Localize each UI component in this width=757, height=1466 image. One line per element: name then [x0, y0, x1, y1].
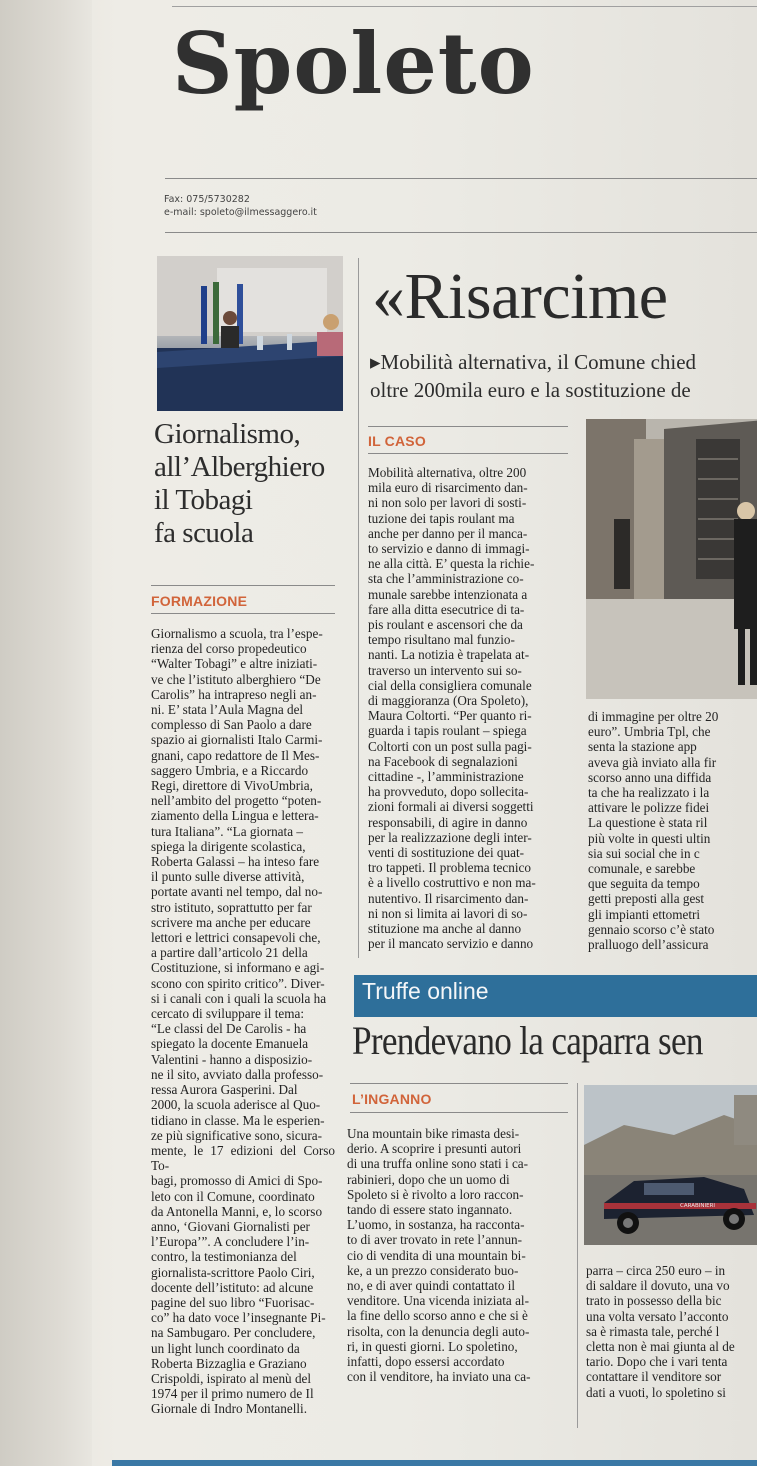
top-rule: [172, 6, 757, 7]
main-article-continuation: [588, 709, 757, 952]
body-line: Maura Coltorti. “Per quanto ri-: [368, 708, 532, 724]
truffe-article-continuation: [586, 1263, 757, 1400]
body-line: sia sui social che in c: [588, 845, 700, 861]
body-line: attivare le polizze fidei: [588, 800, 710, 816]
body-line: a partire dall’articolo 21 della: [151, 945, 308, 961]
body-line: il punto sulle diverse attività,: [151, 869, 305, 885]
body-line: Coltorti con un post sulla pagi-: [368, 738, 532, 754]
page-fold-shadow: [0, 0, 92, 1466]
carabinieri-car-photo: [584, 1085, 757, 1245]
body-line: 1974 per il primo numero de Il: [151, 1386, 314, 1402]
body-line: Una mountain bike rimasta desi-: [347, 1126, 520, 1141]
email-line: e-mail: spoleto@ilmessaggero.it: [164, 207, 317, 218]
body-line: contro, la testimonianza del: [151, 1249, 297, 1265]
body-line: Carolis” ha intrapreso negli an-: [151, 686, 317, 702]
body-line: per la realizzazione degli inter-: [368, 829, 532, 845]
body-line: tro tappeti. Il problema tecnico: [368, 860, 531, 876]
body-line: portate avanti nel tempo, dal no-: [151, 884, 323, 900]
main-kicker-rule-bottom: [368, 453, 568, 454]
body-line: tura Italiana”. “La giornata –: [151, 823, 303, 839]
body-line: pagine del suo libro “Fuorisac-: [151, 1294, 315, 1310]
body-line: ta che ha realizzato i la: [588, 785, 710, 801]
side-title-line: fa scuola: [154, 517, 254, 549]
body-line: Roberta Galassi – ha inteso fare: [151, 854, 320, 870]
body-line: cio di vendita di una mountain bi-: [347, 1247, 526, 1263]
school-event-photo: [157, 256, 343, 411]
body-line: parra – circa 250 euro – in: [586, 1263, 726, 1278]
side-kicker-rule-bottom: [151, 613, 335, 614]
body-line: Spoleto si è rivolto a loro raccon-: [347, 1186, 524, 1202]
body-line: scrivere ma anche per educare: [151, 914, 311, 930]
body-line: contattare il venditore sor: [586, 1369, 722, 1385]
body-line: “Walter Tobagi” e altre iniziati-: [151, 656, 318, 672]
side-article-title: [154, 418, 344, 550]
body-line: ziamento della Lingua e lettera-: [151, 808, 319, 824]
body-line: senta la stazione app: [588, 739, 697, 755]
body-line: ressa Aurora Gasperini. Dal: [151, 1082, 298, 1098]
column-divider: [358, 258, 359, 958]
body-line: aveva già inviato alla fir: [588, 754, 717, 770]
body-line: tuzione dei tapis roulant ma: [368, 510, 515, 526]
main-subhead: [370, 348, 696, 404]
body-line: un light lunch coordinato da: [151, 1340, 300, 1356]
body-line: ve che l’istituto alberghiero “De: [151, 671, 321, 687]
body-line: responsabili, di agire in danno: [368, 814, 528, 830]
body-line: ne alla città. E’ questa la richie-: [368, 556, 535, 572]
body-line: spiega la dirigente scolastica,: [151, 838, 306, 854]
body-line: sta che l’amministrazione co-: [368, 571, 524, 587]
body-line: munale sarebbe intenzionata a: [368, 586, 528, 602]
body-line: cittadine -, l’amministrazione: [368, 769, 524, 785]
main-headline: «Risarcime: [372, 260, 668, 333]
main-article-body: [368, 465, 572, 952]
body-line: gli impianti ettometri: [588, 906, 701, 922]
side-kicker: FORMAZIONE: [151, 593, 248, 609]
body-line: ni non solo per lavori di sosti-: [368, 495, 527, 511]
body-line: rabinieri, dopo che un uomo di: [347, 1171, 510, 1187]
body-line: getti preposti alla gest: [588, 891, 705, 907]
body-line: tario. Dopo che i vari tenta: [586, 1354, 728, 1370]
body-line: venditore. Una vicenda iniziata al-: [347, 1293, 529, 1309]
body-line: da Antonella Manni, e, lo scorso: [151, 1203, 323, 1219]
body-line: cercato di sviluppare il tema:: [151, 1006, 305, 1022]
body-line: to di aver trovato in rete l’annun-: [347, 1232, 523, 1248]
body-line: fare alla ditta esecutrice di ta-: [368, 601, 525, 617]
body-line: tempo risultano mal funzio-: [368, 632, 515, 648]
contact-rule: [165, 232, 757, 233]
car-livery-text: CARABINIERI: [680, 1203, 716, 1209]
body-line: mente, le 17 edizioni del Corso To-: [151, 1142, 335, 1174]
subhead-line: oltre 200mila euro e la sostituzione de: [370, 378, 691, 402]
body-line: “Le classi del De Carolis - ha: [151, 1021, 307, 1037]
body-line: gennaio scorso c’è stato: [588, 921, 715, 937]
body-line: na Sambugaro. Per concludere,: [151, 1325, 316, 1341]
body-line: mila euro di risarcimento dan-: [368, 480, 528, 496]
body-line: comunale, e sarebbe: [588, 861, 696, 877]
body-line: sa è rimasta tale, perché l: [586, 1323, 720, 1339]
body-line: stro istituto, soprattutto per far: [151, 899, 312, 915]
truffe-kicker: L’INGANNO: [352, 1091, 432, 1107]
body-line: leto con il Comune, coordinato: [151, 1188, 315, 1204]
body-line: trato in possesso della bic: [586, 1293, 722, 1309]
body-line: si i canali con i quali la scuola ha: [151, 990, 327, 1006]
body-line: que seguita da tempo: [588, 876, 700, 892]
truffe-kicker-rule-top: [350, 1083, 568, 1084]
body-line: di immagine per oltre 20: [588, 709, 719, 724]
body-line: ni. E’ stata l’Aula Magna del: [151, 702, 304, 718]
body-line: saggero Umbria, e a Riccardo: [151, 762, 309, 778]
truffe-banner-label: Truffe online: [362, 978, 489, 1004]
body-line: una volta versato l’acconto: [586, 1308, 729, 1324]
body-line: cial della consigliera comunale: [368, 677, 532, 693]
main-kicker: IL CASO: [368, 433, 426, 449]
side-kicker-rule-top: [151, 585, 335, 586]
body-line: no, e di aver quindi contattato il: [347, 1278, 516, 1294]
body-line: giornalista-scrittore Paolo Ciri,: [151, 1264, 315, 1280]
header-rule: [165, 178, 757, 179]
truffe-headline: Prendevano la caparra sen: [352, 1018, 703, 1063]
body-line: Costituzione, si informano e agi-: [151, 960, 325, 976]
body-line: Valentini - hanno a disposizio-: [151, 1051, 313, 1067]
body-line: tando di essere stato ingannato.: [347, 1202, 513, 1218]
body-line: spazio ai giornalisti Italo Carmi-: [151, 732, 323, 748]
truffe-article-body: [347, 1126, 569, 1384]
body-line: scono con spirito critico”. Diver-: [151, 975, 325, 991]
body-line: ha provveduto, dopo sollecita-: [368, 784, 529, 800]
body-line: di maggioranza (Ora Spoleto),: [368, 693, 529, 709]
fax-line: Fax: 075/5730282: [164, 194, 250, 205]
side-title-line: all’Alberghiero: [154, 451, 325, 483]
body-line: Giornalismo a scuola, tra l’espe-: [151, 626, 323, 641]
body-line: venti di sostituzione dei quat-: [368, 845, 525, 861]
body-line: la fine dello scorso anno e che si è: [347, 1308, 528, 1324]
body-line: na Facebook di segnalazioni: [368, 753, 518, 769]
body-line: docente dell’istituto: ad alcune: [151, 1279, 314, 1295]
body-line: l’Europa’”. A concludere l’in-: [151, 1234, 310, 1250]
body-line: lettori e lettrici consapevoli che,: [151, 930, 321, 946]
body-line: nell’ambito del progetto “poten-: [151, 793, 322, 809]
body-line: più volte in questi ultin: [588, 830, 711, 846]
body-line: 2000, la scuola aderisce al Quo-: [151, 1097, 321, 1113]
body-line: rienza del corso propedeutico: [151, 641, 307, 657]
body-line: infatti, dopo essersi accordato: [347, 1354, 505, 1370]
body-line: nanti. La notizia è trapelata at-: [368, 647, 530, 663]
bottom-color-bar: [112, 1460, 757, 1466]
body-line: risolta, con la denuncia degli auto-: [347, 1323, 530, 1339]
body-line: co” ha dato voce l’insegnante Pi-: [151, 1310, 326, 1326]
subhead-line: ▸Mobilità alternativa, il Comune chied: [370, 350, 697, 374]
body-line: anno, ‘Giovani Giornalisti per: [151, 1218, 310, 1234]
body-line: derio. A scoprire i presunti autori: [347, 1141, 522, 1157]
body-line: nutentivo. Il risarcimento dan-: [368, 890, 529, 906]
body-line: bagi, promosso di Amici di Spo-: [151, 1173, 323, 1189]
body-line: scorso anno una diffida: [588, 769, 712, 785]
body-line: di una truffa online sono stati i ca-: [347, 1156, 529, 1172]
body-line: L’uomo, in sostanza, ha racconta-: [347, 1217, 525, 1233]
body-line: è a livello costruttivo e non ma-: [368, 875, 536, 891]
escalator-photo: [586, 419, 757, 699]
body-line: Regi, direttore di VivoUmbria,: [151, 778, 313, 794]
body-line: ne il sito, avviato dalla professo-: [151, 1066, 324, 1082]
body-line: pralluogo dell’assicura: [588, 937, 709, 953]
body-line: Giornale di Indro Montanelli.: [151, 1401, 308, 1417]
body-line: zioni formali ai diversi soggetti: [368, 799, 534, 815]
body-line: Crispoldi, ispirato al menù del: [151, 1370, 312, 1386]
body-line: traverso un intervento sui so-: [368, 662, 522, 678]
body-line: con il venditore, ha inviato una ca-: [347, 1369, 531, 1385]
main-kicker-rule-top: [368, 426, 568, 427]
body-line: tidiano in classe. Ma le esperien-: [151, 1112, 325, 1128]
body-line: Mobilità alternativa, oltre 200: [368, 465, 527, 480]
body-line: per il mancato servizio e danno: [368, 936, 534, 952]
body-line: ke, a un prezzo considerato buo-: [347, 1262, 519, 1278]
body-line: to servizio e danno di immagi-: [368, 541, 530, 557]
body-line: pis roulant e ascensori che da: [368, 617, 523, 633]
truffe-kicker-rule-bottom: [350, 1112, 568, 1113]
body-line: euro”. Umbria Tpl, che: [588, 724, 711, 740]
body-line: ze più significative sono, sicura-: [151, 1127, 323, 1143]
body-line: cletta non è mai giunta al de: [586, 1339, 735, 1355]
body-line: anche per danno per il manca-: [368, 525, 528, 541]
side-title-line: il Tobagi: [154, 484, 253, 516]
section-title: Spoleto: [172, 14, 535, 113]
body-line: spiegato la docente Emanuela: [151, 1036, 309, 1052]
body-line: stituzione ma anche al danno: [368, 921, 522, 937]
body-line: ri, in questi giorni. Lo spoletino,: [347, 1338, 518, 1354]
body-line: ni non si limita ai lavori di so-: [368, 905, 528, 921]
side-title-line: Giornalismo,: [154, 418, 301, 450]
body-line: La questione è stata ril: [588, 815, 708, 831]
body-line: guarda i tapis roulant – spiega: [368, 723, 527, 739]
body-line: complesso di San Paolo a dare: [151, 717, 312, 733]
body-line: Roberta Bizzaglia e Graziano: [151, 1355, 307, 1371]
body-line: gnani, capo redattore de Il Mes-: [151, 747, 320, 763]
side-article-body: [151, 626, 335, 1417]
truffe-column-divider: [577, 1083, 578, 1428]
body-line: dati a vuoti, lo spoletino si: [586, 1384, 726, 1400]
body-line: di saldare il dovuto, una vo: [586, 1278, 730, 1294]
